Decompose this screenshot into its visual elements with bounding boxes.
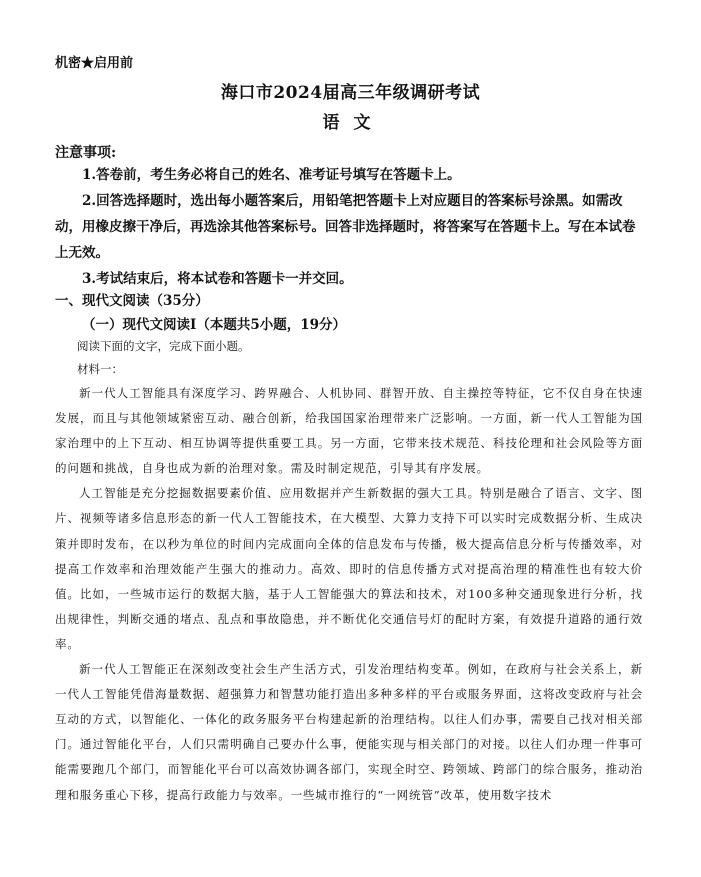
exam-title: 海口市2024届高三年级调研考试	[220, 83, 481, 103]
exam-subject: 语文	[322, 113, 385, 133]
reading-instruction: 阅读下面的文字，完成下面小题。	[77, 339, 250, 353]
material-body	[55, 381, 643, 808]
material-paragraph-3: 新一代人工智能正在深刻改变社会生产生活方式，引发治理结构变革。例如，在政府与社会关系上，新一代人工智能凭借海量数据、超强算力和智慧功能打造出多种多样的平台或服务界面，这将改变政府与社会互动的方式，以智能化、一体化的政务服务平台构建起新的治理结构。以往人们办事，需要自己找对相关部门。通过智能化平台，人们只需明确自己要办什么事，便能实现与相关部门的对接。以往人们办理一件事可能需要跑几个部门，而智能化平台可以高效协调各部门，实现全时空、跨领域、跨部门的综合服务，推动治理和服务重心下移，提高行政能力与效率。一些城市推行的“一网统管”改革，使用数字技术	[55, 662, 643, 802]
section-heading: 一、现代文阅读（35分）	[55, 293, 209, 309]
notice-heading: 注意事项:	[55, 145, 117, 161]
material-paragraph-2: 人工智能是充分挖掘数据要素价值、应用数据并产生新数据的强大工具。特别是融合了语言、文字、图片、视频等诸多信息形态的新一代人工智能技术，在大模型、大算力支持下可以实时完成数据分析、生成决策并即时发布，在以秒为单位的时间内完成面向全体的信息发布与传播，极大提高信息分析与传播效率，对提高工作效率和治理效能产生强大的推动力。高效、即时的信息传播方式对提高治理的精准性也有较大价值。比如，一些城市运行的数据大脑，基于人工智能强大的算法和技术，对100多种交通现象进行分析，找出规律性，判断交通的堵点、乱点和事故隐患，并不断优化交通信号灯的配时方案，有效提升道路的通行效率。	[55, 486, 643, 651]
material-paragraph-1: 新一代人工智能具有深度学习、跨界融合、人机协同、群智开放、自主操控等特征，它不仅自身在快速发展，而且与其他领域紧密互动、融合创新，给我国国家治理带来广泛影响。一方面，新一代人工智能为国家治理中的上下互动、相互协调等提供重要工具。另一方面，它带来技术规范、科技伦理和社会风险等方面的问题和挑战，自身也成为新的治理对象。需及时制定规范，引导其有序发展。	[55, 386, 643, 476]
confidential-label: 机密★启用前	[55, 56, 134, 71]
notice-item-3: 3.考试结束后，将本试卷和答题卡一并交回。	[82, 271, 353, 287]
subsection-heading: （一）现代文阅读I（本题共5小题，19分）	[82, 317, 346, 333]
notice-item-2: 2.回答选择题时，选出每小题答案后，用铅笔把答题卡上对应题目的答案标号涂黑。如需改动，用橡皮擦干净后，再选涂其他答案标号。回答非选择题时，将答案写在答题卡上。写在本试卷上无效。	[55, 193, 636, 261]
notice-item-1: 1.答卷前，考生务必将自己的姓名、准考证号填写在答题卡上。	[82, 167, 461, 183]
notice-list	[55, 162, 647, 292]
material-label: 材料一：	[77, 362, 123, 376]
